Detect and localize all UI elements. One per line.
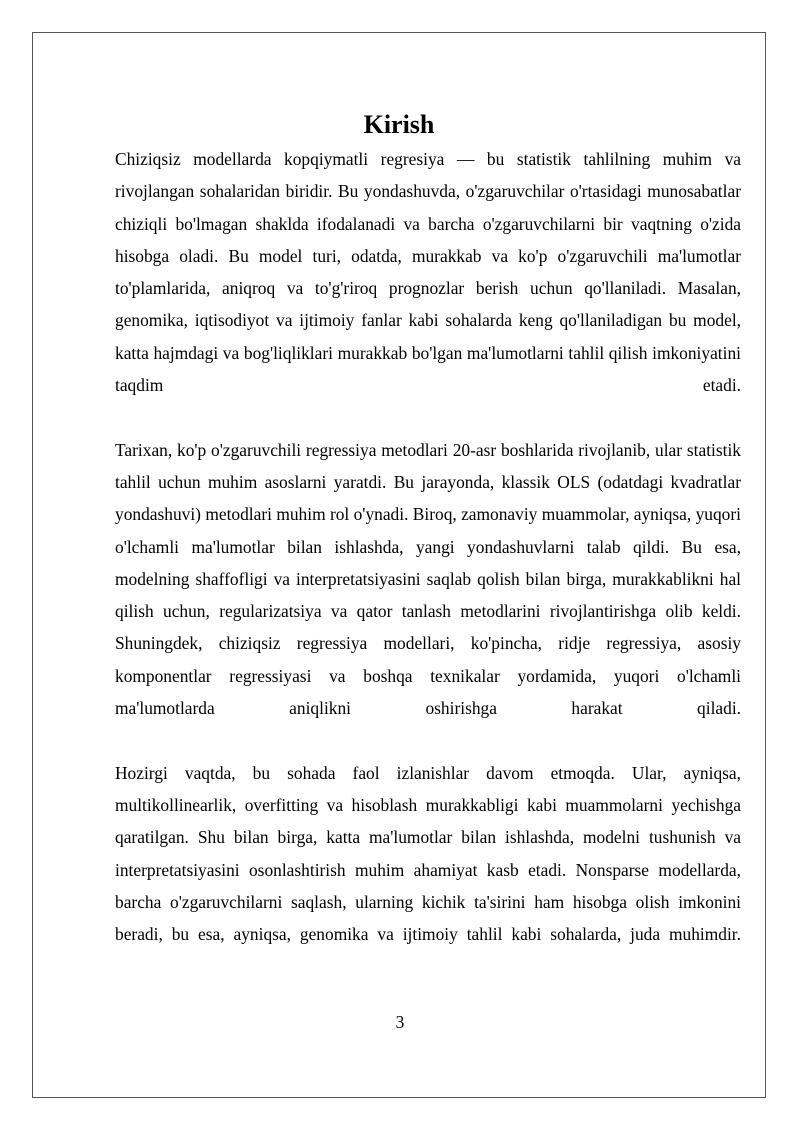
paragraph-1: Chiziqsiz modellarda kopqiymatli regresiya — bu statistik tahlilning muhim va rivojlangan sohalaridan biridir. Bu yondashuvda, o'zgaruvchilar o'rtasidagi munosabatlar chiziqli bo'lmagan shaklda ifodalanadi va barcha o'zgaruvchilarni bir vaqtning o'zida hisobga oladi. Bu model turi, odatda, murakkab va ko'p o'zgaruvchili ma'lumotlar to'plamlarida, aniqroq va to'g'riroq prognozlar berish uchun qo'llaniladi. Masalan, genomika, iqtisodiyot va ijtimoiy fanlar kabi sohalarda keng qo'llaniladigan bu model, katta hajmdagi va bog'liqliklari murakkab bo'lgan ma'lumotlarni tahlil qilish imkoniyatini taqdim etadi. [115, 149, 741, 396]
document-body [115, 143, 741, 983]
paragraph-2: Tarixan, ko'p o'zgaruvchili regressiya metodlari 20-asr boshlarida rivojlanib, ular statistik tahlil uchun muhim asoslarni yaratdi. Bu jarayonda, klassik OLS (odatdagi kvadratlar yondashuvi) metodlari muhim rol o'ynadi. Biroq, zamonaviy muammolar, ayniqsa, yuqori o'lchamli ma'lumotlar bilan ishlashda, yangi yondashuvlarni talab qildi. Bu esa, modelning shaffofligi va interpretatsiyasini saqlab qolish bilan birga, murakkablikni hal qilish uchun, regularizatsiya va qator tanlash metodlarini rivojlantirishga olib keldi. Shuningdek, chiziqsiz regressiya modellari, ko'pincha, ridje regressiya, asosiy komponentlar regressiyasi va boshqa texnikalar yordamida, yuqori o'lchamli ma'lumotlarda aniqlikni oshirishga harakat qiladi. [115, 439, 741, 719]
paragraph-3: Hozirgi vaqtda, bu sohada faol izlanishlar davom etmoqda. Ular, ayniqsa, multikollinearlik, overfitting va hisoblash murakkabligi kabi muammolarni yechishga qaratilgan. Shu bilan birga, katta ma'lumotlar bilan ishlashda, modelni tushunish va interpretatsiyasini osonlashtirish muhim ahamiyat kasb etadi. Nonsparse modellarda, barcha o'zgaruvchilarni saqlash, ularning kichik ta'sirini ham hisobga olish imkonini beradi, bu esa, ayniqsa, genomika va ijtimoiy tahlil kabi sohalarda, juda muhimdir. [115, 762, 741, 945]
page-title: Kirish [363, 110, 435, 139]
page-number: 3 [395, 1012, 405, 1032]
